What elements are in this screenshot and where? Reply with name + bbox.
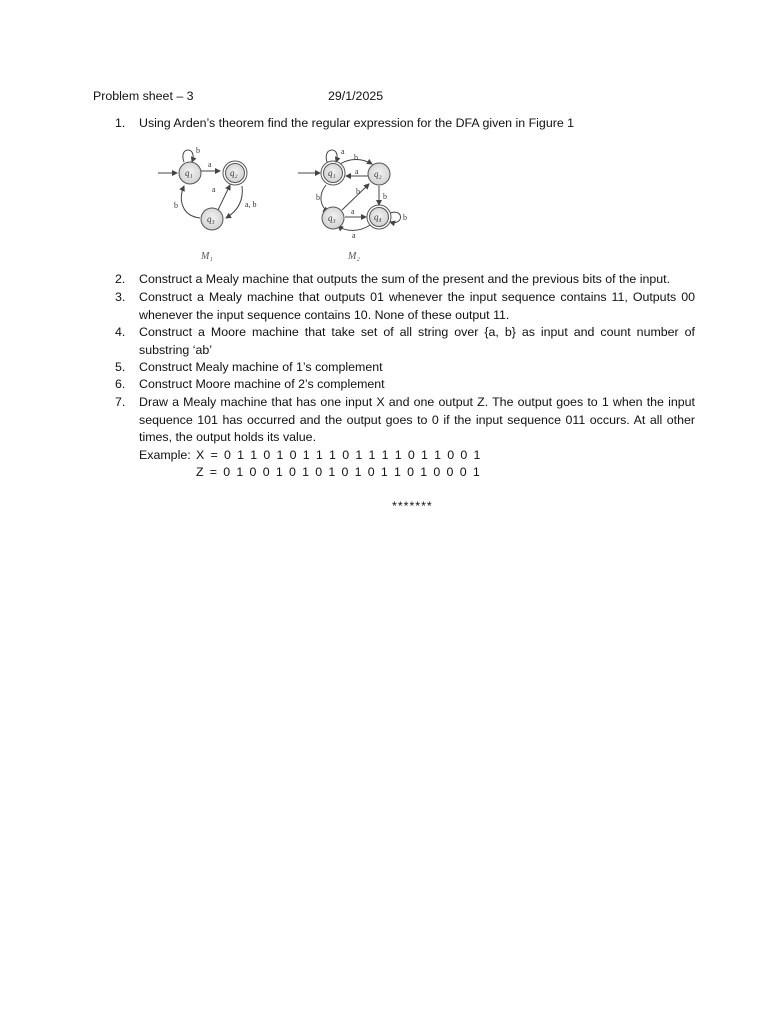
dfa-diagrams — [150, 140, 430, 264]
question-number: 7. — [115, 395, 126, 409]
question-text: Using Arden’s theorem find the regular expression for the DFA given in Figure 1 — [139, 116, 575, 130]
m2-caption: M₂ — [348, 251, 360, 262]
dfa-m1 — [158, 146, 257, 230]
m1-state-label: q₁ — [185, 168, 193, 178]
m2-edge-label: b — [316, 193, 320, 202]
m2-edge-label: b — [356, 187, 360, 196]
m1-q1-loop — [183, 150, 193, 162]
m1-edge-q3-q1 — [181, 186, 200, 218]
question-number: 4. — [115, 325, 126, 339]
m2-edge-q1-q3 — [321, 185, 328, 212]
question-text: Construct a Moore machine that take set of all string over {a, b} as input and count number of substring ‘ab’ — [139, 325, 695, 357]
question-text: Construct a Mealy machine that outputs the sum of the present and the previous bits of the input. — [139, 272, 671, 286]
figure-1-dfa — [150, 140, 430, 264]
end-marker: ******* — [392, 499, 433, 513]
question-text: Construct Moore machine of 2’s complement — [139, 377, 385, 391]
question-number: 6. — [115, 377, 126, 391]
m2-state-label: q₄ — [374, 212, 382, 222]
m1-state-label: q₃ — [207, 214, 215, 224]
question-text: Construct a Mealy machine that outputs 01 whenever the input sequence contains 11, Outputs 00 whenever the input sequence contains 10. None of these output 11. — [139, 290, 695, 322]
m1-edge-label: b — [174, 201, 178, 210]
m2-edge-label: a — [351, 207, 355, 216]
question-3 — [93, 289, 695, 325]
m2-edge-q4-q3 — [338, 225, 370, 230]
question-number: 5. — [115, 360, 126, 374]
m2-edge-label: b — [354, 153, 358, 162]
m1-edge-q2-q3 — [226, 186, 242, 218]
m2-q1-loop — [326, 150, 337, 162]
m1-edge-label: a, b — [245, 200, 257, 209]
m2-state-label: q₁ — [328, 168, 336, 178]
m2-edge-label: b — [383, 192, 387, 201]
m1-edge-label: a — [212, 185, 216, 194]
m2-edge-label: a — [355, 167, 359, 176]
question-7 — [93, 394, 695, 448]
m2-state-label: q₂ — [374, 169, 382, 179]
example-z-sequence: Z = 0 1 0 0 1 0 1 0 1 0 1 0 1 1 0 1 0 0 0 1 — [196, 465, 482, 479]
question-6 — [93, 376, 695, 394]
sheet-date: 29/1/2025 — [328, 89, 384, 103]
question-5 — [93, 359, 695, 377]
dfa-m2 — [298, 147, 407, 240]
m2-edge-label: a — [341, 147, 345, 156]
m1-state-label: q₂ — [230, 168, 238, 178]
m2-state-label: q₃ — [328, 213, 336, 223]
m2-q4-loop — [390, 212, 401, 222]
example-label: Example: — [139, 448, 191, 462]
question-2 — [93, 271, 695, 289]
header — [93, 88, 693, 106]
example-block — [139, 447, 482, 483]
question-1 — [93, 115, 695, 133]
question-4 — [93, 324, 695, 360]
question-text: Construct Mealy machine of 1’s complement — [139, 360, 383, 374]
question-number: 1. — [115, 116, 126, 130]
question-number: 2. — [115, 272, 126, 286]
question-text: Draw a Mealy machine that has one input X and one output Z. The output goes to 1 when the input sequence 101 has occurred and the output goes to 0 if the input sequence 011 occurs. At all other times, the output holds its value. — [139, 395, 695, 444]
example-x-sequence: X = 0 1 1 0 1 0 1 1 1 0 1 1 1 1 0 1 1 0 0 1 — [196, 448, 482, 462]
question-number: 3. — [115, 290, 126, 304]
m1-edge-label: b — [196, 146, 200, 155]
sheet-title: Problem sheet – 3 — [93, 89, 194, 103]
m1-edge-label: a — [208, 160, 212, 169]
m1-edge-q3-q2 — [218, 185, 230, 210]
m1-caption: M₁ — [201, 251, 213, 262]
m2-edge-label: a — [352, 231, 356, 240]
m2-edge-label: b — [403, 213, 407, 222]
